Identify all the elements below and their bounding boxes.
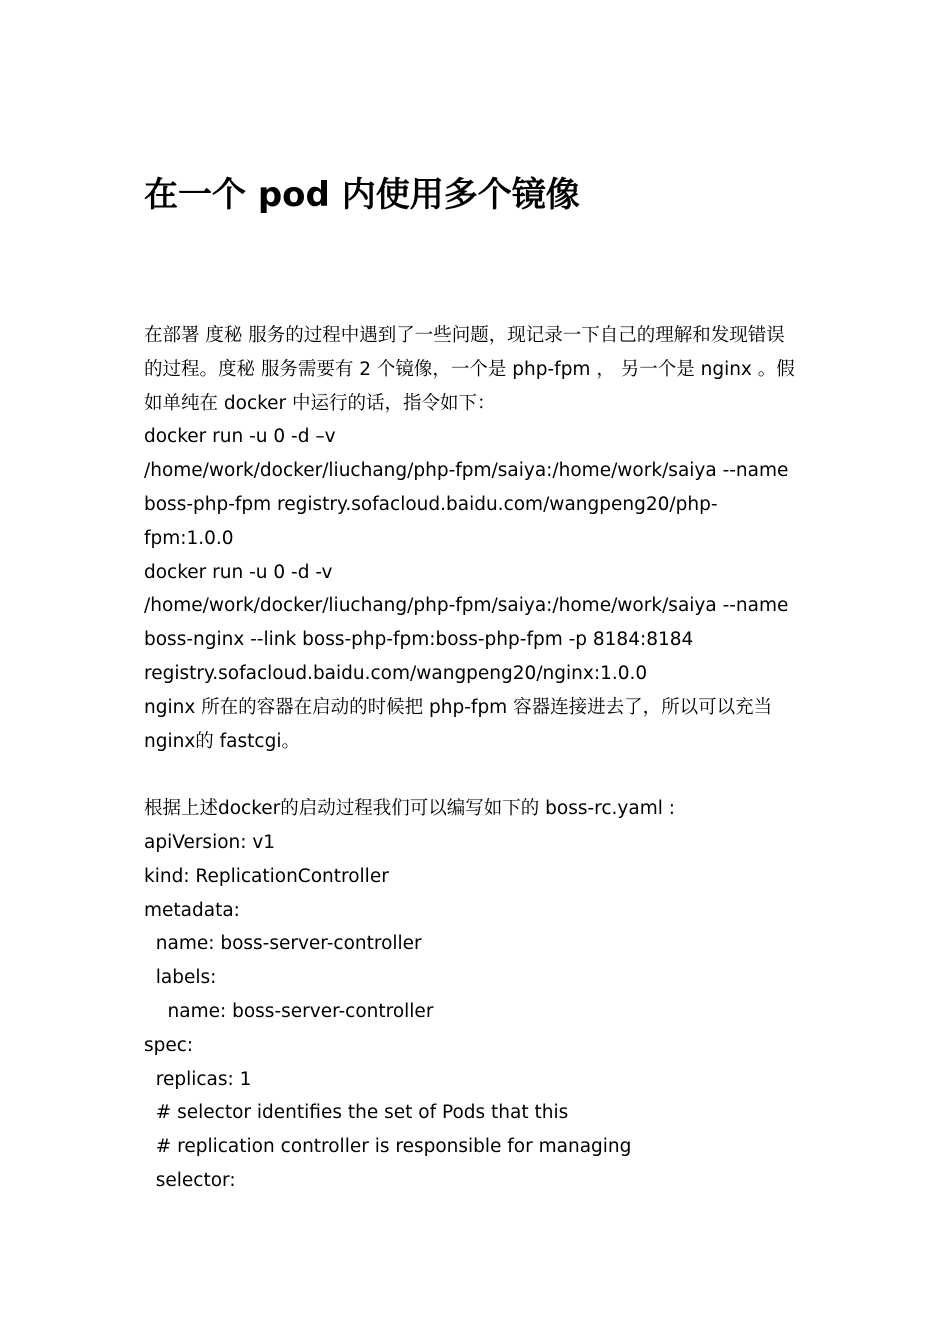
command-line: fpm:1.0.0 xyxy=(144,527,234,549)
command-line: /home/work/docker/liuchang/php-fpm/saiya:/home/work/saiya --name xyxy=(144,460,789,482)
command-line: boss-php-fpm registry.sofacloud.baidu.com/wangpeng20/php- xyxy=(144,493,718,515)
yaml-line: name: boss-server-controller xyxy=(144,1000,434,1022)
yaml-line: apiVersion: v1 xyxy=(144,831,276,853)
text-line: nginx的 fastcgi。 xyxy=(144,730,300,752)
paragraph-gap xyxy=(144,758,814,792)
yaml-intro-paragraph xyxy=(144,792,814,826)
nginx-command xyxy=(144,556,814,691)
text-line: 在部署 度秘 服务的过程中遇到了一些问题，现记录一下自己的理解和发现错误 xyxy=(144,325,785,346)
yaml-line: replicas: 1 xyxy=(144,1068,252,1090)
yaml-line: kind: ReplicationController xyxy=(144,865,389,887)
php-fpm-command xyxy=(144,420,814,555)
yaml-listing xyxy=(144,826,814,1198)
command-line: docker run -u 0 -d -v xyxy=(144,561,333,583)
yaml-line: # replication controller is responsible for managing xyxy=(144,1136,632,1158)
yaml-line: selector: xyxy=(144,1169,236,1191)
text-line: 如单纯在 docker 中运行的话，指令如下： xyxy=(144,392,496,414)
command-line: docker run -u 0 -d –v xyxy=(144,426,336,448)
yaml-line: metadata: xyxy=(144,899,240,921)
command-line: /home/work/docker/liuchang/php-fpm/saiya:/home/work/saiya --name xyxy=(144,595,789,617)
text-line: nginx 所在的容器在启动的时候把 php-fpm 容器连接进去了，所以可以充当 xyxy=(144,696,773,718)
page-title: 在一个 pod 内使用多个镜像 xyxy=(144,175,580,215)
document-body xyxy=(144,319,814,1198)
yaml-line: labels: xyxy=(144,967,217,989)
text-line: 根据上述docker的启动过程我们可以编写如下的 boss-rc.yaml : xyxy=(144,798,675,820)
intro-paragraph xyxy=(144,319,814,420)
explanation-paragraph xyxy=(144,691,814,759)
yaml-line: spec: xyxy=(144,1034,194,1056)
text-line: 的过程。度秘 服务需要有 2 个镜像，一个是 php-fpm ， 另一个是 nginx 。假 xyxy=(144,358,795,380)
command-line: registry.sofacloud.baidu.com/wangpeng20/nginx:1.0.0 xyxy=(144,662,648,684)
yaml-line: name: boss-server-controller xyxy=(144,933,422,955)
command-line: boss-nginx --link boss-php-fpm:boss-php-fpm -p 8184:8184 xyxy=(144,629,694,651)
yaml-line: # selector identifies the set of Pods that this xyxy=(144,1102,569,1124)
